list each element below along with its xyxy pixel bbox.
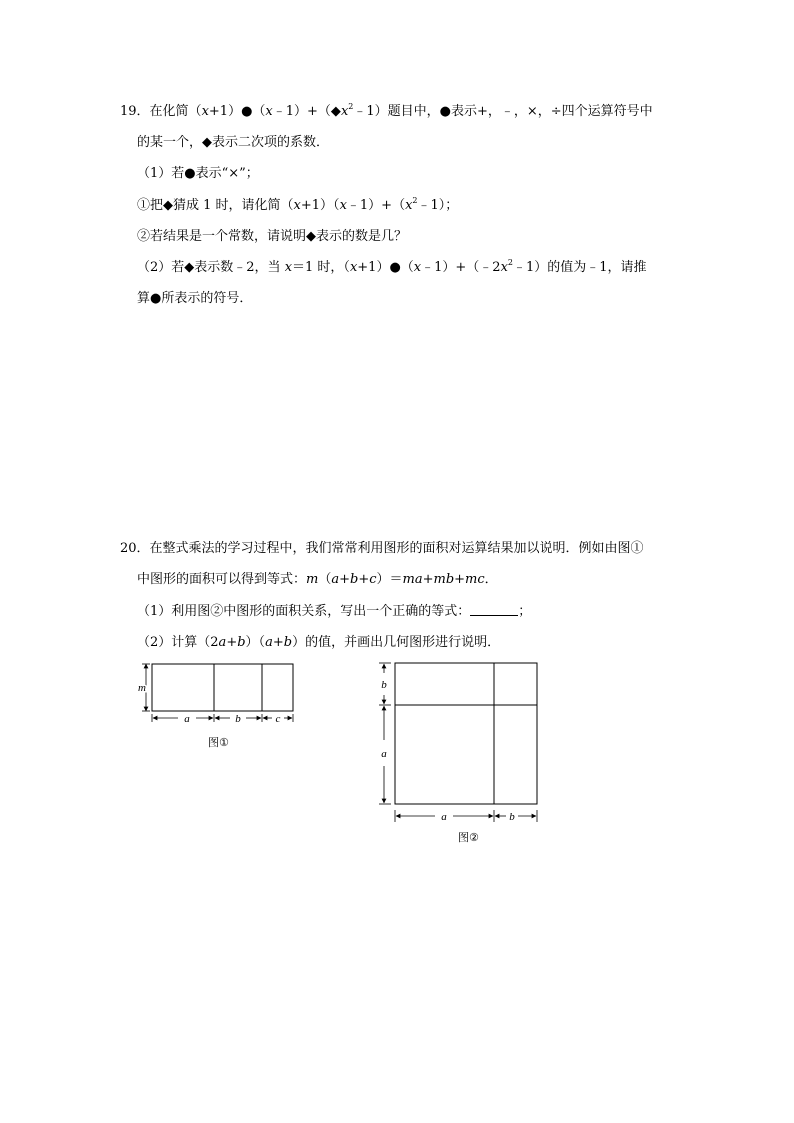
q19-number: 19 (120, 104, 137, 119)
figure-2-square (395, 663, 537, 804)
q19-line-1: 19．在化简$(x+1)●(x﹣1)+(◆x^2﹣1)$题目中，●表示+，﹣，×，÷四个运算符号中 (120, 101, 653, 119)
q20-line-1: 20．在整式乘法的学习过程中，我们常常利用图形的面积对运算结果加以说明．例如由图① (120, 541, 644, 556)
figure-2-caption: 图② (458, 831, 479, 844)
q19-part2-line-1: （2）若◆表示数﹣2，当 x＝1 时，$(x+1)●(x﹣1)+(﹣2x^2﹣1)$的值为﹣1，请推 (137, 257, 647, 275)
figure-2-dimension-lines (379, 663, 537, 822)
q19-part1-heading: （1）若●表示“×”； (137, 166, 259, 181)
figure-2-label-b-left: b (381, 679, 387, 691)
q20-part1: （1）利用图②中图形的面积关系，写出一个正确的等式： ； (137, 604, 532, 619)
q19-part2-line-2: 算●所表示的符号． (137, 291, 253, 306)
q20-line-2: 中图形的面积可以得到等式：m（a+b+c）＝ma+mb+mc． (137, 572, 498, 587)
figure-2-label-a-left: a (381, 748, 387, 760)
q20-number: 20 (120, 541, 137, 556)
q19-part1-sub2: ②若结果是一个常数，请说明◆表示的数是几？ (137, 229, 407, 244)
figure-2-label-a-bottom: a (441, 811, 447, 823)
figure-1-label-m: m (138, 682, 146, 694)
q19-line-2: 的某一个，◆表示二次项的系数． (137, 135, 329, 150)
q20-part2: （2）计算（2a+b）（a+b）的值，并画出几何图形进行说明． (137, 635, 501, 650)
figure-1-rectangle (152, 664, 293, 711)
figure-1-label-c: c (275, 713, 281, 725)
figure-1-label-a: a (184, 713, 190, 725)
figure-1-caption: 图① (208, 736, 229, 749)
figure-2-label-b-bottom: b (509, 811, 515, 823)
q19-part1-sub1: ①把◆猜成 1 时，请化简$(x+1)(x﹣1)+(x^2﹣1)$； (137, 195, 459, 213)
figure-1-label-b: b (235, 713, 241, 725)
figure-1-dimension-lines (142, 664, 293, 722)
